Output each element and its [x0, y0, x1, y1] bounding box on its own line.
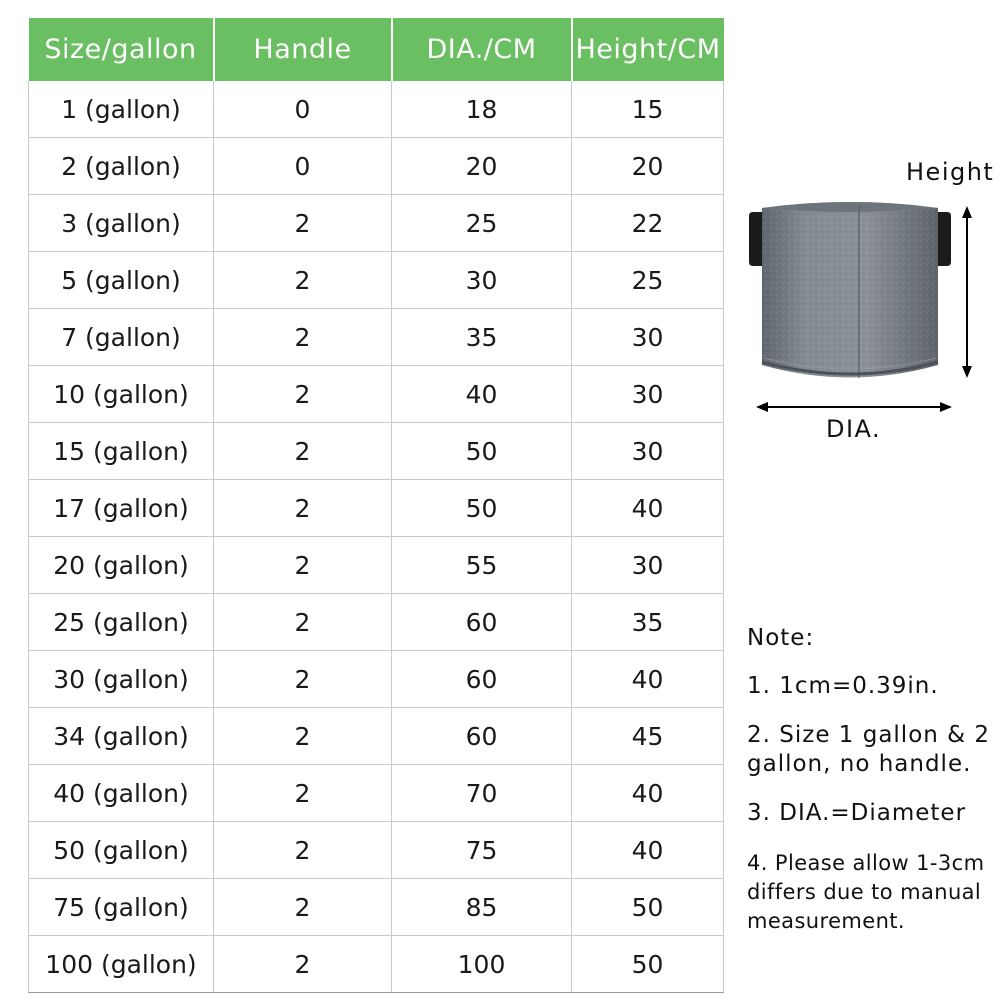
table-row: [29, 879, 724, 936]
header-diameter: DIA./CM: [392, 18, 572, 81]
table-row: [29, 138, 724, 195]
cell-size: 10 (gallon): [29, 366, 214, 423]
table-row: [29, 309, 724, 366]
cell-size: 3 (gallon): [29, 195, 214, 252]
cell-size: 25 (gallon): [29, 594, 214, 651]
cell-height: 45: [572, 708, 724, 765]
cell-height: 40: [572, 765, 724, 822]
cell-handle: 2: [214, 822, 392, 879]
cell-size: 50 (gallon): [29, 822, 214, 879]
notes-title: Note:: [747, 625, 815, 651]
cell-diameter: 75: [392, 822, 572, 879]
cell-height: 25: [572, 252, 724, 309]
cell-diameter: 100: [392, 936, 572, 993]
cell-height: 30: [572, 309, 724, 366]
cell-height: 50: [572, 879, 724, 936]
cell-size: 20 (gallon): [29, 537, 214, 594]
header-handle: Handle: [214, 18, 392, 81]
cell-handle: 2: [214, 366, 392, 423]
grow-bag-illustration: [740, 150, 1000, 450]
right-handle: [938, 212, 951, 266]
cell-diameter: 60: [392, 708, 572, 765]
cell-handle: 2: [214, 594, 392, 651]
table-row: [29, 252, 724, 309]
cell-handle: 2: [214, 651, 392, 708]
size-table: [28, 18, 724, 993]
notes-section: [747, 624, 997, 936]
table-header-row: [29, 18, 724, 81]
cell-handle: 0: [214, 138, 392, 195]
cell-size: 15 (gallon): [29, 423, 214, 480]
cell-size: 34 (gallon): [29, 708, 214, 765]
table-row: [29, 366, 724, 423]
table-row: [29, 81, 724, 138]
cell-handle: 0: [214, 81, 392, 138]
cell-diameter: 60: [392, 594, 572, 651]
note-item-2: 2. Size 1 gallon & 2 gallon, no handle.: [747, 722, 991, 777]
cell-height: 15: [572, 81, 724, 138]
table-row: [29, 537, 724, 594]
cell-height: 40: [572, 651, 724, 708]
cell-handle: 2: [214, 879, 392, 936]
left-handle: [749, 212, 762, 266]
cell-height: 20: [572, 138, 724, 195]
cell-height: 30: [572, 537, 724, 594]
cell-size: 17 (gallon): [29, 480, 214, 537]
cell-diameter: 30: [392, 252, 572, 309]
cell-diameter: 55: [392, 537, 572, 594]
cell-handle: 2: [214, 309, 392, 366]
cell-height: 22: [572, 195, 724, 252]
cell-height: 40: [572, 822, 724, 879]
cell-handle: 2: [214, 537, 392, 594]
cell-height: 50: [572, 936, 724, 993]
cell-diameter: 35: [392, 309, 572, 366]
cell-size: 30 (gallon): [29, 651, 214, 708]
table-row: [29, 195, 724, 252]
height-label: Height: [906, 158, 995, 186]
cell-height: 40: [572, 480, 724, 537]
cell-handle: 2: [214, 195, 392, 252]
cell-handle: 2: [214, 708, 392, 765]
note-item-4: 4. Please allow 1-3cm differs due to manual measurement.: [747, 851, 985, 933]
cell-diameter: 20: [392, 138, 572, 195]
header-size: Size/gallon: [29, 18, 214, 81]
cell-size: 1 (gallon): [29, 81, 214, 138]
pot-diagram: [740, 150, 1000, 450]
cell-height: 30: [572, 366, 724, 423]
table-row: [29, 936, 724, 993]
cell-handle: 2: [214, 765, 392, 822]
cell-height: 30: [572, 423, 724, 480]
cell-diameter: 70: [392, 765, 572, 822]
cell-diameter: 60: [392, 651, 572, 708]
cell-size: 5 (gallon): [29, 252, 214, 309]
note-item-3: 3. DIA.=Diameter: [747, 800, 967, 826]
cell-diameter: 25: [392, 195, 572, 252]
header-height: Height/CM: [572, 18, 724, 81]
cell-size: 100 (gallon): [29, 936, 214, 993]
cell-diameter: 40: [392, 366, 572, 423]
diameter-label: DIA.: [826, 415, 882, 443]
cell-diameter: 85: [392, 879, 572, 936]
table-row: [29, 423, 724, 480]
cell-handle: 2: [214, 252, 392, 309]
table-row: [29, 480, 724, 537]
cell-diameter: 18: [392, 81, 572, 138]
table-row: [29, 594, 724, 651]
cell-size: 75 (gallon): [29, 879, 214, 936]
note-item-1: 1. 1cm=0.39in.: [747, 673, 939, 699]
cell-size: 40 (gallon): [29, 765, 214, 822]
table-row: [29, 651, 724, 708]
table-row: [29, 708, 724, 765]
cell-diameter: 50: [392, 480, 572, 537]
cell-size: 2 (gallon): [29, 138, 214, 195]
cell-handle: 2: [214, 480, 392, 537]
cell-diameter: 50: [392, 423, 572, 480]
cell-size: 7 (gallon): [29, 309, 214, 366]
table-row: [29, 765, 724, 822]
cell-handle: 2: [214, 936, 392, 993]
cell-height: 35: [572, 594, 724, 651]
table-row: [29, 822, 724, 879]
cell-handle: 2: [214, 423, 392, 480]
